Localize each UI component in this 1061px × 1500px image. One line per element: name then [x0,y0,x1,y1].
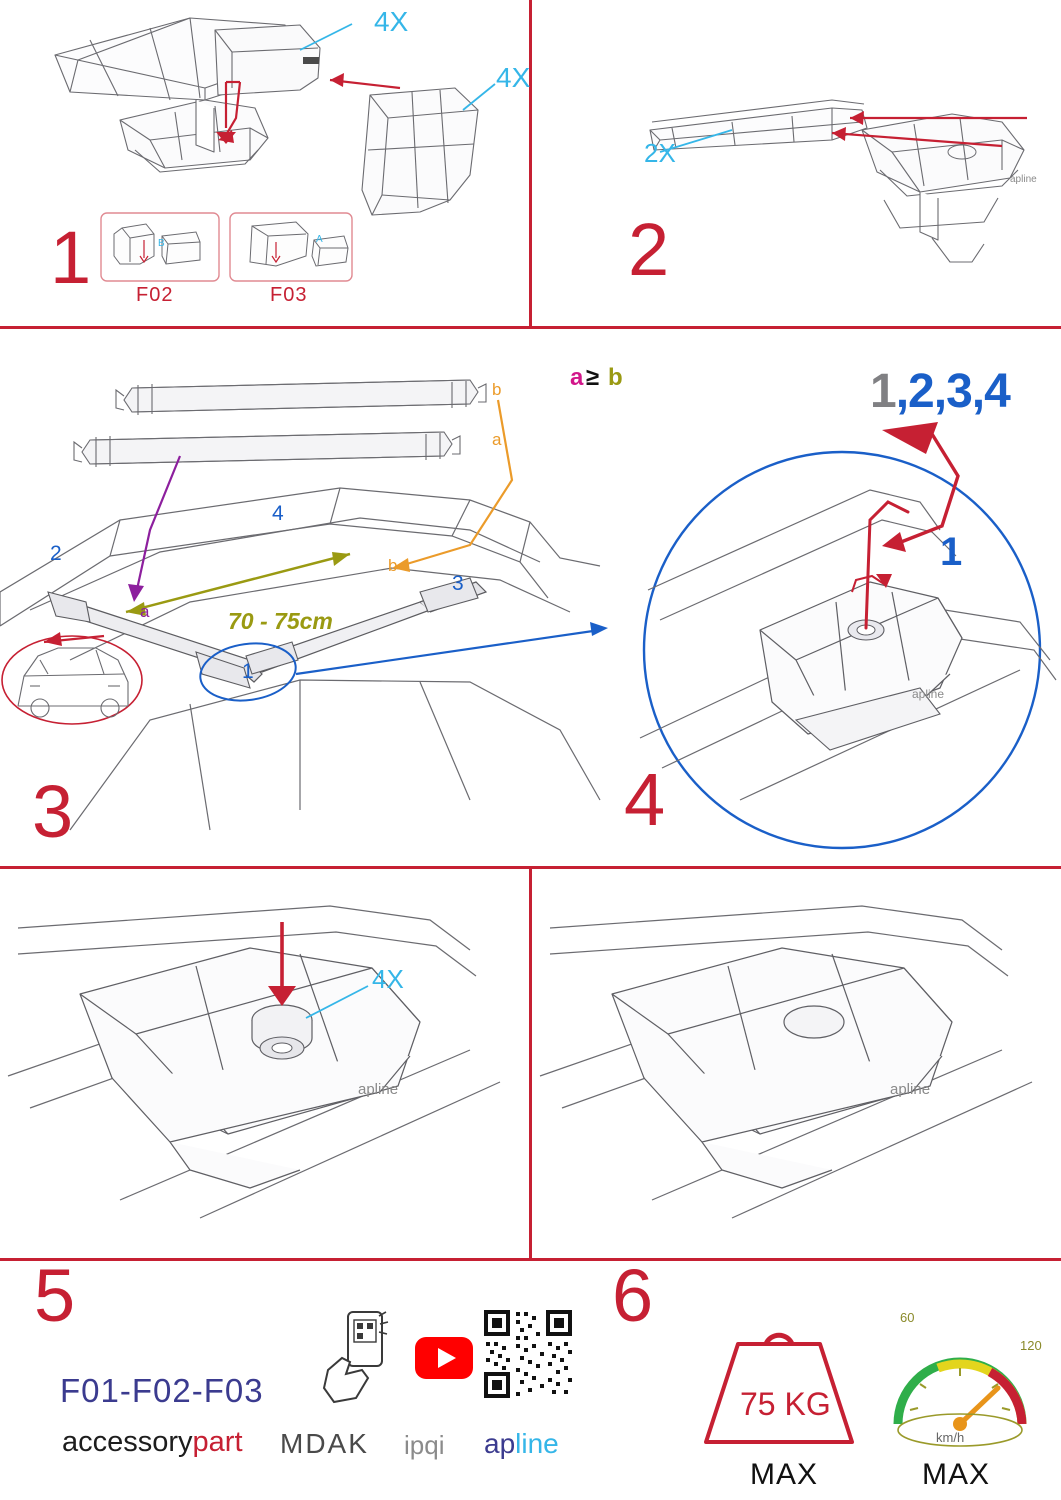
variant-tag-b: B [158,238,165,249]
youtube-icon[interactable] [414,1336,474,1380]
step-number-5: 5 [34,1254,74,1337]
knob-installed [784,1006,844,1038]
variant-tag-a: A [316,234,323,245]
step-3-illustration [0,330,620,866]
speed-tick-high: 120 [1020,1338,1042,1353]
step-3-panel [0,330,620,866]
foot-number-2: 2 [50,542,62,565]
bar-label-b-roof: b [388,556,398,575]
brand-apline-a: ap [484,1428,516,1459]
qty-label-4x-top: 4X [374,6,409,37]
weight-limit-icon [694,1310,864,1450]
product-codes: F01-F02-F03 [60,1372,264,1409]
step-6-illustration [532,870,1061,1258]
speed-unit: km/h [936,1430,965,1445]
qty-label-2x: 2X [644,138,676,168]
step-number-1: 1 [50,216,90,299]
step-1-variants [100,212,355,312]
qty-label-4x-right: 4X [496,62,531,93]
rule-a: a [570,364,584,391]
step-4-panel [620,330,1061,866]
step-5-panel [0,870,529,1258]
step-4-sequence [870,364,1010,419]
rule-ge: ≥ [586,364,600,391]
footer-left [0,1254,559,1500]
step-5-illustration [0,870,529,1258]
logo-text-apline-step5: apline [358,1081,399,1098]
qr-scan-icon [322,1310,390,1406]
step-number-3: 3 [32,770,72,853]
brand-mark [303,57,319,64]
bar-label-a-top: a [492,430,502,449]
bar-label-a-roof: a [140,602,150,621]
foot-number-3: 3 [452,572,464,595]
sequence-first: 1 [870,365,896,418]
speed-tick-low: 60 [900,1310,915,1325]
step-2-illustration [532,0,1061,326]
brand-accessory-a: accessory [62,1426,193,1458]
divider-row-1 [0,326,1061,329]
logo-text-apline-step6: apline [890,1081,931,1098]
qty-label-4x-step5: 4X [372,964,404,994]
rule-b: b [608,364,623,391]
logo-text-apline-detail: apline [912,687,945,701]
foot-number-1: 1 [242,660,254,683]
variant-label-f02: F02 [136,284,174,306]
brand-accessory-b: part [192,1426,243,1458]
brand-accessorypart [62,1426,243,1459]
sequence-rest: ,2,3,4 [895,365,1010,418]
step-4-callout-1: 1 [940,530,963,574]
logo-text-apline: apline [1010,174,1037,185]
step-2-panel [532,0,1061,326]
variant-label-f03: F03 [270,284,308,306]
step-number-4: 4 [624,758,664,841]
speed-max-label: MAX [922,1458,991,1491]
foot-number-4: 4 [272,502,284,525]
step-number-6: 6 [612,1254,652,1337]
brand-mdak: MDAK [280,1428,369,1459]
bar-label-b-top: b [492,380,502,399]
brand-apline-b: line [515,1428,559,1459]
footer-right [532,1254,1061,1500]
weight-value: 75 KG [740,1386,831,1422]
step-6-panel [532,870,1061,1258]
car-direction-thumbnail [2,632,142,724]
weight-max-label: MAX [750,1458,819,1491]
distance-label: 70 - 75cm [228,608,333,634]
step-number-2: 2 [628,208,668,291]
brand-ipqi: ipqi [404,1430,445,1460]
step-1-panel [0,0,529,326]
